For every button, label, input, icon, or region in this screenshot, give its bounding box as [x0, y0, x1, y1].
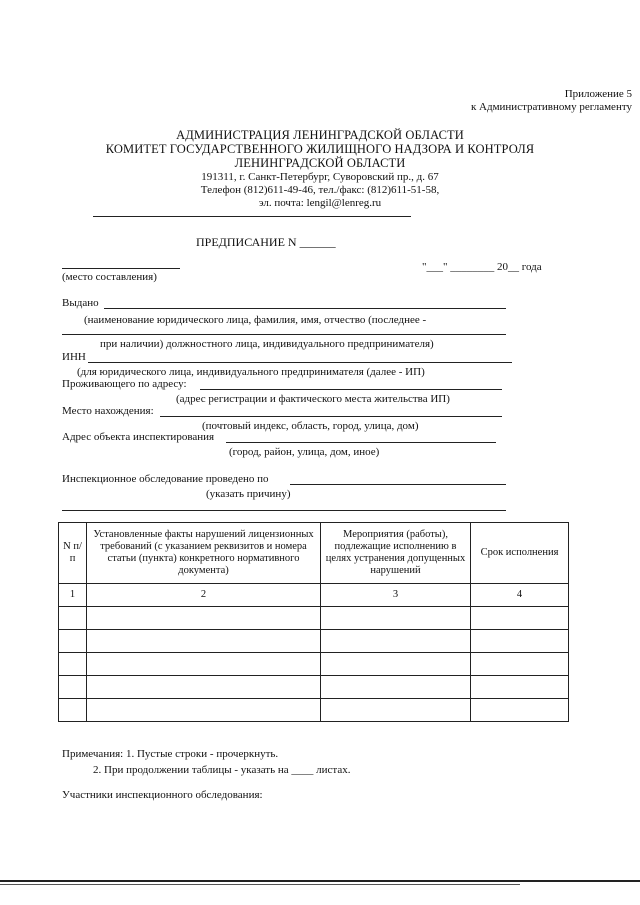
table-cell[interactable] [321, 699, 471, 722]
table-cell[interactable] [87, 607, 321, 630]
column-number-1: 1 [59, 584, 87, 607]
place-caption: (место составления) [62, 271, 157, 283]
org-address: 191311, г. Санкт-Петербург, Суворовский пр., д. 67 [201, 171, 439, 183]
table-cell[interactable] [59, 607, 87, 630]
table-row [59, 630, 569, 653]
participants-label: Участники инспекционного обследования: [62, 789, 263, 801]
inn-field[interactable] [88, 362, 512, 363]
issued-hint-1: (наименование юридического лица, фамилия, имя, отчество (последнее - [84, 314, 427, 326]
scan-edge-line-2 [0, 884, 520, 885]
table-cell[interactable] [321, 676, 471, 699]
doc-title: ПРЕДПИСАНИЕ N ______ [196, 235, 336, 249]
table-numbering-row [59, 584, 569, 607]
header-deadline: Срок исполнения [471, 523, 569, 584]
inn-label: ИНН [62, 351, 86, 363]
column-number-3: 3 [321, 584, 471, 607]
org-name-line-2: КОМИТЕТ ГОСУДАРСТВЕННОГО ЖИЛИЩНОГО НАДЗОРА И КОНТРОЛЯ [105, 142, 535, 156]
issued-label: Выдано [62, 297, 99, 309]
scan-edge-line [0, 880, 640, 882]
table-cell[interactable] [59, 653, 87, 676]
header-measures: Мероприятия (работы), подлежащие исполнению в целях устранения допущенных нарушений [321, 523, 471, 584]
inspection-hint: (указать причину) [206, 488, 291, 500]
note-1: Примечания: 1. Пустые строки - прочеркнуть. [62, 748, 279, 760]
residing-field[interactable] [200, 389, 502, 390]
location-hint: (почтовый индекс, область, город, улица, дом) [202, 420, 419, 432]
table-cell[interactable] [471, 699, 569, 722]
table-cell[interactable] [59, 630, 87, 653]
issued-field[interactable] [104, 308, 506, 309]
violations-table [58, 522, 569, 722]
object-hint: (город, район, улица, дом, иное) [229, 446, 380, 458]
table-cell[interactable] [87, 653, 321, 676]
table-row [59, 653, 569, 676]
inspection-label: Инспекционное обследование проведено по [62, 473, 269, 485]
table-cell[interactable] [471, 607, 569, 630]
doc-date: "___" ________ 20__ года [422, 261, 542, 273]
table-cell[interactable] [59, 699, 87, 722]
table-cell[interactable] [471, 653, 569, 676]
object-field[interactable] [226, 442, 496, 443]
table-cell[interactable] [321, 653, 471, 676]
location-field[interactable] [160, 416, 502, 417]
table-cell[interactable] [87, 676, 321, 699]
table-cell[interactable] [87, 699, 321, 722]
table-cell[interactable] [471, 676, 569, 699]
table-row [59, 607, 569, 630]
org-name-line-1: АДМИНИСТРАЦИЯ ЛЕНИНГРАДСКОЙ ОБЛАСТИ [176, 128, 464, 142]
header-violations: Установленные факты нарушений лицензионных требований (с указанием реквизитов и номера статьи (пункта) конкретного нормативного документа) [87, 523, 321, 584]
table-cell[interactable] [321, 630, 471, 653]
residing-hint: (адрес регистрации и фактического места жительства ИП) [176, 393, 450, 405]
table-cell[interactable] [87, 630, 321, 653]
inn-hint: (для юридического лица, индивидуального предпринимателя (далее - ИП) [77, 366, 425, 378]
appendix-line-2: к Административному регламенту [470, 101, 632, 113]
object-label: Адрес объекта инспектирования [62, 431, 215, 443]
org-email: эл. почта: lengil@lenreg.ru [258, 197, 382, 209]
note-2: 2. При продолжении таблицы - указать на ____ листах. [93, 764, 351, 776]
place-field[interactable] [62, 268, 180, 269]
appendix-line-1: Приложение 5 [564, 88, 632, 100]
table-row [59, 699, 569, 722]
org-phone: Телефон (812)611-49-46, тел./факс: (812)611-51-58, [200, 184, 440, 196]
table-cell[interactable] [321, 607, 471, 630]
location-label: Место нахождения: [62, 405, 154, 417]
inspection-field[interactable] [290, 484, 506, 485]
org-name-line-3: ЛЕНИНГРАДСКОЙ ОБЛАСТИ [234, 156, 406, 170]
table-row [59, 676, 569, 699]
residing-label: Проживающего по адресу: [62, 378, 187, 390]
table-cell[interactable] [471, 630, 569, 653]
issued-hint-2: при наличии) должностного лица, индивидуального предпринимателя) [100, 338, 434, 350]
inspection-field-2[interactable] [62, 510, 506, 511]
header-rule [93, 216, 411, 217]
column-number-2: 2 [87, 584, 321, 607]
issued-field-2[interactable] [62, 334, 506, 335]
table-cell[interactable] [59, 676, 87, 699]
table-header-row [59, 523, 569, 584]
header-number: N п/п [59, 523, 87, 584]
column-number-4: 4 [471, 584, 569, 607]
